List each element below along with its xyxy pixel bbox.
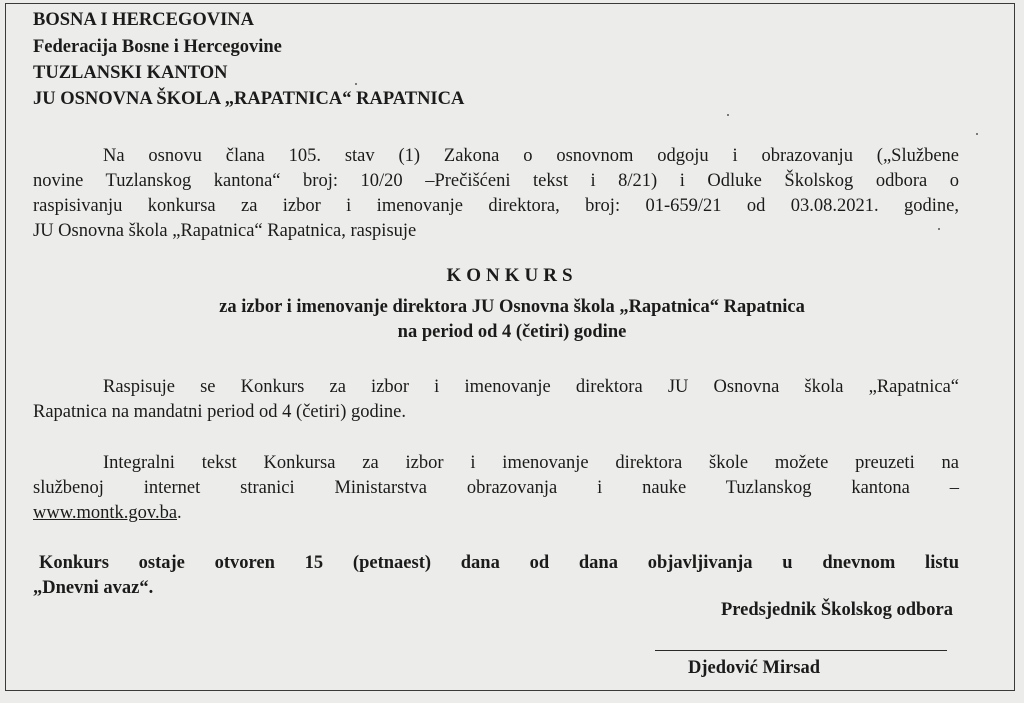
signer-name: Djedović Mirsad [688, 658, 821, 678]
announcement-paragraph [33, 375, 959, 425]
signature-line [655, 650, 947, 651]
announcement-line: Rapatnica na mandatni period od 4 (četiri) godine. [33, 402, 406, 422]
intro-line: JU Osnovna škola „Rapatnica“ Rapatnica, raspisuje [33, 221, 417, 241]
intro-line: Na osnovu člana 105. stav (1) Zakona o osnovnom odgoju i obrazovanju („Službene [103, 146, 959, 166]
notice-paragraph [33, 551, 959, 601]
intro-line: raspisivanju konkursa za izbor i imenovanje direktora, broj: 01-659/21 od 03.08.2021. godine, [33, 196, 959, 216]
header-school: JU OSNOVNA ŠKOLA „RAPATNICA“ RAPATNICA [33, 89, 465, 109]
integral-text-line: službenoj internet stranici Ministarstva obrazovanja i nauke Tuzlanskog kantona – [33, 478, 959, 498]
intro-line: novine Tuzlanskog kantona“ broj: 10/20 –Prečišćeni tekst i 8/21) i Odluke Školskog odbora o [33, 171, 959, 191]
scan-speck [727, 114, 729, 116]
konkurs-period: na period od 4 (četiri) godine [397, 322, 627, 342]
notice-line: „Dnevni avaz“. [33, 578, 154, 598]
scan-speck [355, 83, 357, 85]
scan-speck [976, 133, 978, 135]
ministry-website-link[interactable]: www.montk.gov.ba [33, 503, 178, 523]
header-country: BOSNA I HERCEGOVINA [33, 10, 255, 30]
header-canton: TUZLANSKI KANTON [33, 63, 228, 83]
announcement-line: Raspisuje se Konkurs za izbor i imenovanje direktora JU Osnovna škola „Rapatnica“ [103, 377, 959, 397]
signer-title: Predsjednik Školskog odbora [721, 600, 953, 620]
notice-line: Konkurs ostaje otvoren 15 (petnaest) dana od dana objavljivanja u dnevnom listu [39, 553, 959, 573]
header-federation: Federacija Bosne i Hercegovine [33, 37, 282, 57]
scan-speck [938, 228, 940, 230]
integral-text-paragraph [33, 451, 959, 526]
link-suffix: . [177, 503, 182, 523]
konkurs-subtitle: za izbor i imenovanje direktora JU Osnovna škola „Rapatnica“ Rapatnica [219, 297, 805, 317]
integral-text-line: Integralni tekst Konkursa za izbor i imenovanje direktora škole možete preuzeti na [103, 453, 959, 473]
integral-text-line [33, 501, 959, 526]
konkurs-title: KONKURS [446, 265, 578, 286]
intro-paragraph [33, 144, 959, 244]
